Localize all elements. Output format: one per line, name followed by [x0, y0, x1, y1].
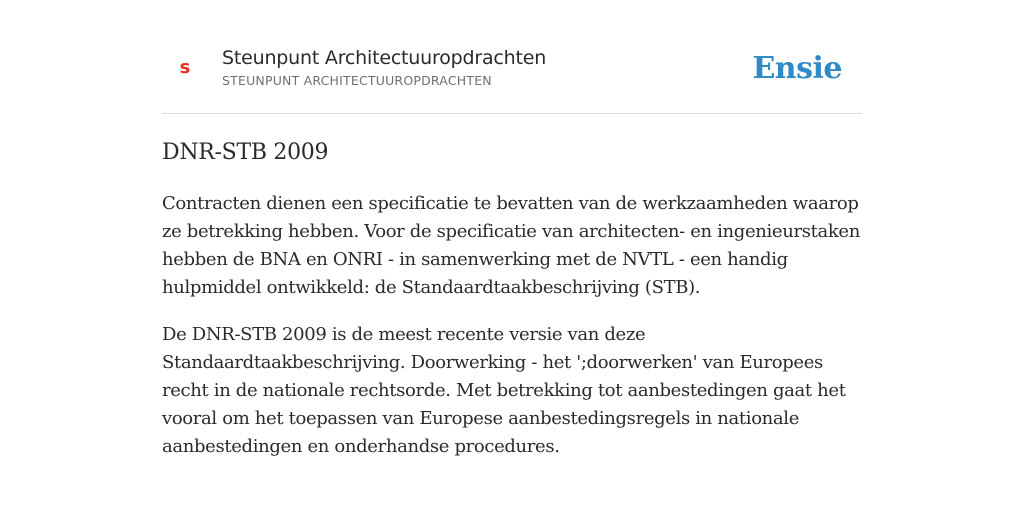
- publisher-logo[interactable]: [162, 44, 208, 90]
- publisher-titles: [222, 46, 546, 90]
- publisher-logo-letter: s: [179, 56, 191, 78]
- term-title: DNR-STB 2009: [162, 140, 329, 165]
- definition-paragraph: De DNR-STB 2009 is de meest recente versie van deze Standaardtaakbeschrijving. Doorwerking - het ';doorwerken' van Europees recht in de nationale rechtsorde. Met betrekking tot aanbestedingen gaat het vooral om het toepassen van Europese aanbestedingsregels in nationale aanbestedingen en onderhandse procedures.: [162, 324, 846, 457]
- card-header: [162, 34, 862, 114]
- publisher-title[interactable]: Steunpunt Architectuuropdrachten: [222, 47, 547, 69]
- publisher-subtitle: STEUNPUNT ARCHITECTUUROPDRACHTEN: [222, 73, 492, 88]
- ensie-card: [162, 34, 862, 461]
- definition-paragraph: Contracten dienen een specificatie te bevatten van de werkzaamheden waarop ze betrekking hebben. Voor de specificatie van architecten- en ingenieurstaken hebben de BNA en ONRI - in samenwerking met de NVTL - een handig hulpmiddel ontwikkeld: de Standaardtaakbeschrijving (STB).: [162, 193, 860, 298]
- ensie-brand-logo[interactable]: Ensie: [752, 51, 842, 86]
